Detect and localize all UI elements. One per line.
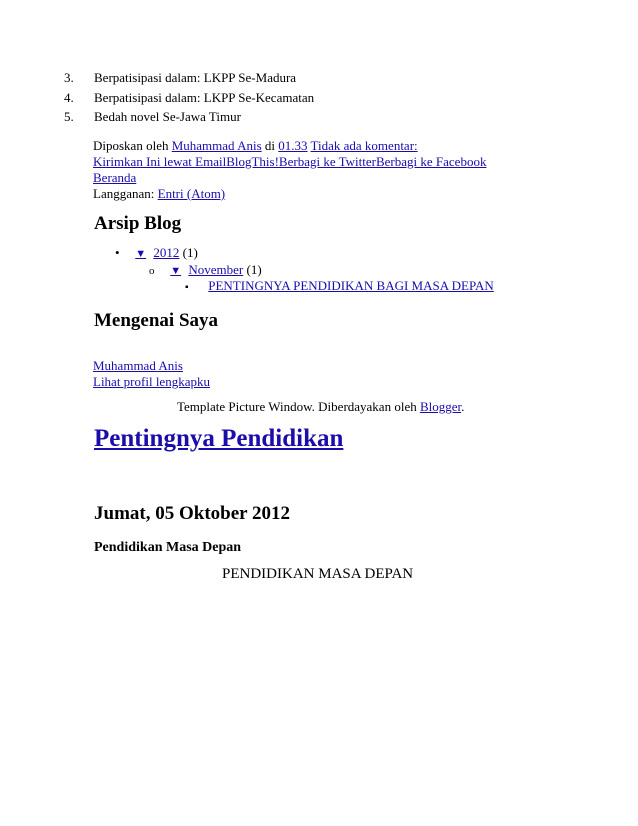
post-body-heading: PENDIDIKAN MASA DEPAN [222,566,414,582]
attribution: Template Picture Window. Diberdayakan oleh Blogger. [177,399,465,414]
archive-year-row: • ▼ 2012 (1) [115,245,198,260]
comments-link[interactable]: Tidak ada komentar: [310,138,418,153]
archive-month-link[interactable]: November [188,262,244,277]
collapse-arrow-icon[interactable]: ▼ [170,265,182,277]
list-item: 3. Berpatisipasi dalam: LKPP Se-Madura [64,70,297,85]
atom-feed-link[interactable]: Entri (Atom) [157,186,226,201]
subscribe-line: Langganan: Entri (Atom) [93,186,226,201]
share-links[interactable]: Kirimkan Ini lewat EmailBlogThis!Berbagi ke TwitterBerbagi ke Facebook [93,154,487,169]
blog-title-link[interactable]: Pentingnya Pendidikan [94,425,344,452]
archive-heading: Arsip Blog [94,213,182,234]
collapse-arrow-icon[interactable]: ▼ [135,248,147,260]
bullet-icon: • [115,245,120,260]
archive-year-link[interactable]: 2012 [153,245,180,260]
about-profile [93,358,210,390]
list-item: 5. Bedah novel Se-Jawa Timur [64,109,241,124]
profile-name-link[interactable]: Muhammad Anis [93,358,183,373]
home-link[interactable]: Beranda [93,170,137,185]
square-bullet-icon: ▪ [185,282,189,293]
achievement-list [64,70,314,129]
blog-title [94,425,343,453]
circle-bullet-icon: o [149,265,155,277]
post-byline: Diposkan oleh Muhammad Anis di 01.33 Tidak ada komentar: [93,138,418,153]
post-footer [93,138,486,202]
post-time-link[interactable]: 01.33 [278,138,308,153]
author-link[interactable]: Muhammad Anis [171,138,262,153]
archive-post-link[interactable]: PENTINGNYA PENDIDIKAN BAGI MASA DEPAN [208,278,494,293]
list-item: 4. Berpatisipasi dalam: LKPP Se-Kecamatan [64,89,315,105]
date-header: Jumat, 05 Oktober 2012 [94,503,290,524]
about-heading: Mengenai Saya [94,310,219,331]
archive-month-row: o ▼ November (1) [149,262,262,277]
archive-post-row [185,278,494,296]
profile-image-link[interactable] [93,343,97,355]
post-body-link[interactable] [315,627,320,637]
blogger-link[interactable]: Blogger [419,399,462,414]
view-profile-link[interactable]: Lihat profil lengkapku [93,374,210,389]
post-title: Pendidikan Masa Depan [94,540,242,555]
